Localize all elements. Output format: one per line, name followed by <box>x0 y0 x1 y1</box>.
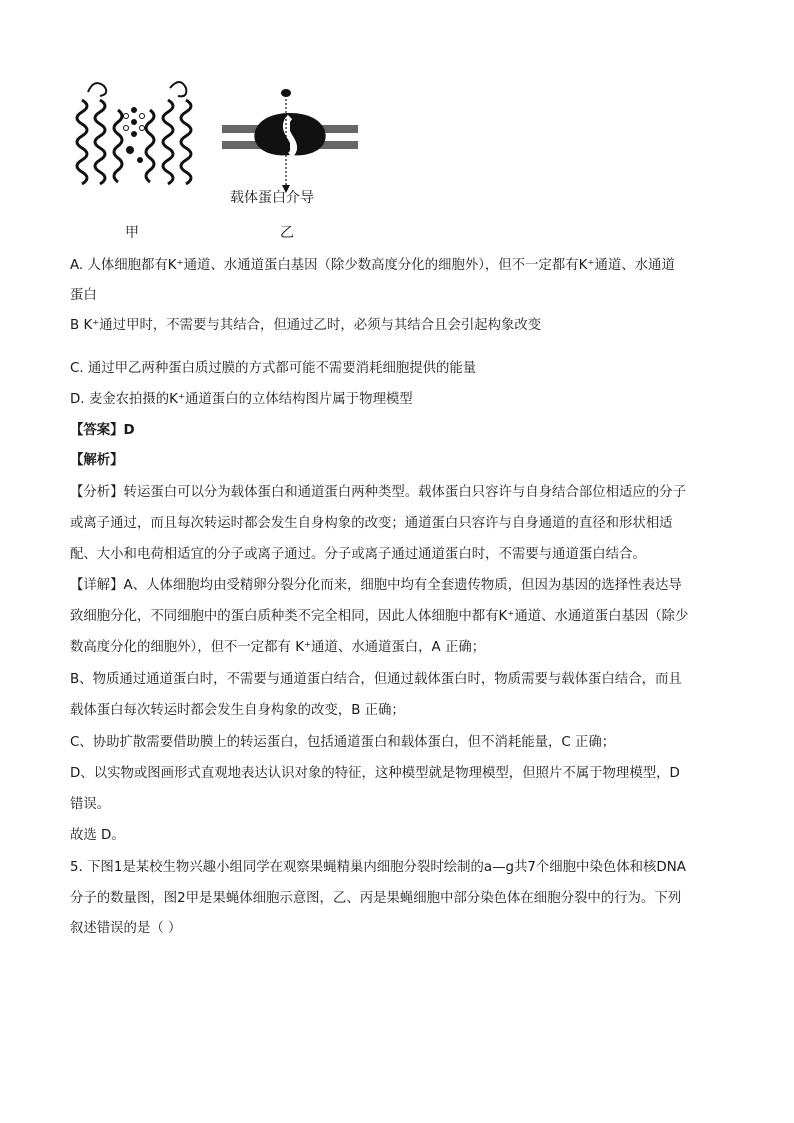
answer: 【答案】D <box>70 423 135 438</box>
analysis-line3: 配、大小和电荷相适宜的分子或离子通过。分子或离子通过通道蛋白时，不需要与通道蛋白结合。 <box>70 547 646 562</box>
analysis-line2: 或离子通过，而且每次转运时都会发生自身构象的改变；通道蛋白只容许与自身通道的直径和形状相适 <box>70 516 673 531</box>
detail-line5: 载体蛋白每次转运时都会发生自身构象的改变，B 正确； <box>70 703 405 718</box>
caption-yi: 乙 <box>280 225 294 241</box>
detail-line1: 【详解】A、人体细胞均由受精卵分裂分化而来，细胞中均有全套遗传物质，但因为基因的选择性表达导 <box>70 578 682 593</box>
carrier-label: 载体蛋白介导 <box>230 190 314 206</box>
detail-line6: C、协助扩散需要借助膜上的转运蛋白，包括通道蛋白和载体蛋白，但不消耗能量，C 正确； <box>70 735 616 750</box>
potassium-channel-diagram <box>70 70 200 210</box>
detail-line4: B、物质通过通道蛋白时，不需要与通道蛋白结合，但通过载体蛋白时，物质需要与载体蛋白结合，而且 <box>70 672 682 687</box>
option-c: C. 通过甲乙两种蛋白质过膜的方式都可能不需要消耗细胞提供的能量 <box>70 361 477 376</box>
option-d: D. 麦金农拍摄的K⁺通道蛋白的立体结构图片属于物理模型 <box>70 392 413 407</box>
option-a-line2: 蛋白 <box>70 288 97 303</box>
detail-line8: 错误。 <box>70 797 111 812</box>
detail-line3: 数高度分化的细胞外），但不一定都有 K⁺通道、水通道蛋白，A 正确； <box>70 640 486 655</box>
detail-line9: 故选 D。 <box>70 828 125 843</box>
question5-line2: 分子的数量图，图2甲是果蝇体细胞示意图，乙、丙是果蝇细胞中部分染色体在细胞分裂中的行为。下列 <box>70 891 682 906</box>
option-b: B K⁺通过甲时，不需要与其结合，但通过乙时，必须与其结合且会引起构象改变 <box>70 318 542 333</box>
caption-jia: 甲 <box>125 225 139 241</box>
question5-line3: 叙述错误的是（ ） <box>70 921 182 936</box>
analysis-line1: 【分析】转运蛋白可以分为载体蛋白和通道蛋白两种类型。载体蛋白只容许与自身结合部位相适应的分子 <box>70 485 686 500</box>
analysis-heading: 【解析】 <box>70 453 124 468</box>
figure-area <box>70 70 370 245</box>
question5-line1: 5. 下图1是某校生物兴趣小组同学在观察果蝇精巢内细胞分裂时绘制的a—g共7个细胞中染色体和核DNA <box>70 860 686 875</box>
option-a-line1: A. 人体细胞都有K⁺通道、水通道蛋白基因（除少数高度分化的细胞外），但不一定都有K⁺通道、水通道 <box>70 258 675 273</box>
detail-line7: D、以实物或图画形式直观地表达认识对象的特征，这种模型就是物理模型，但照片不属于物理模型，D <box>70 766 680 781</box>
detail-line2: 致细胞分化，不同细胞中的蛋白质种类不完全相同，因此人体细胞中都有K⁺通道、水通道蛋白基因（除少 <box>70 609 689 624</box>
